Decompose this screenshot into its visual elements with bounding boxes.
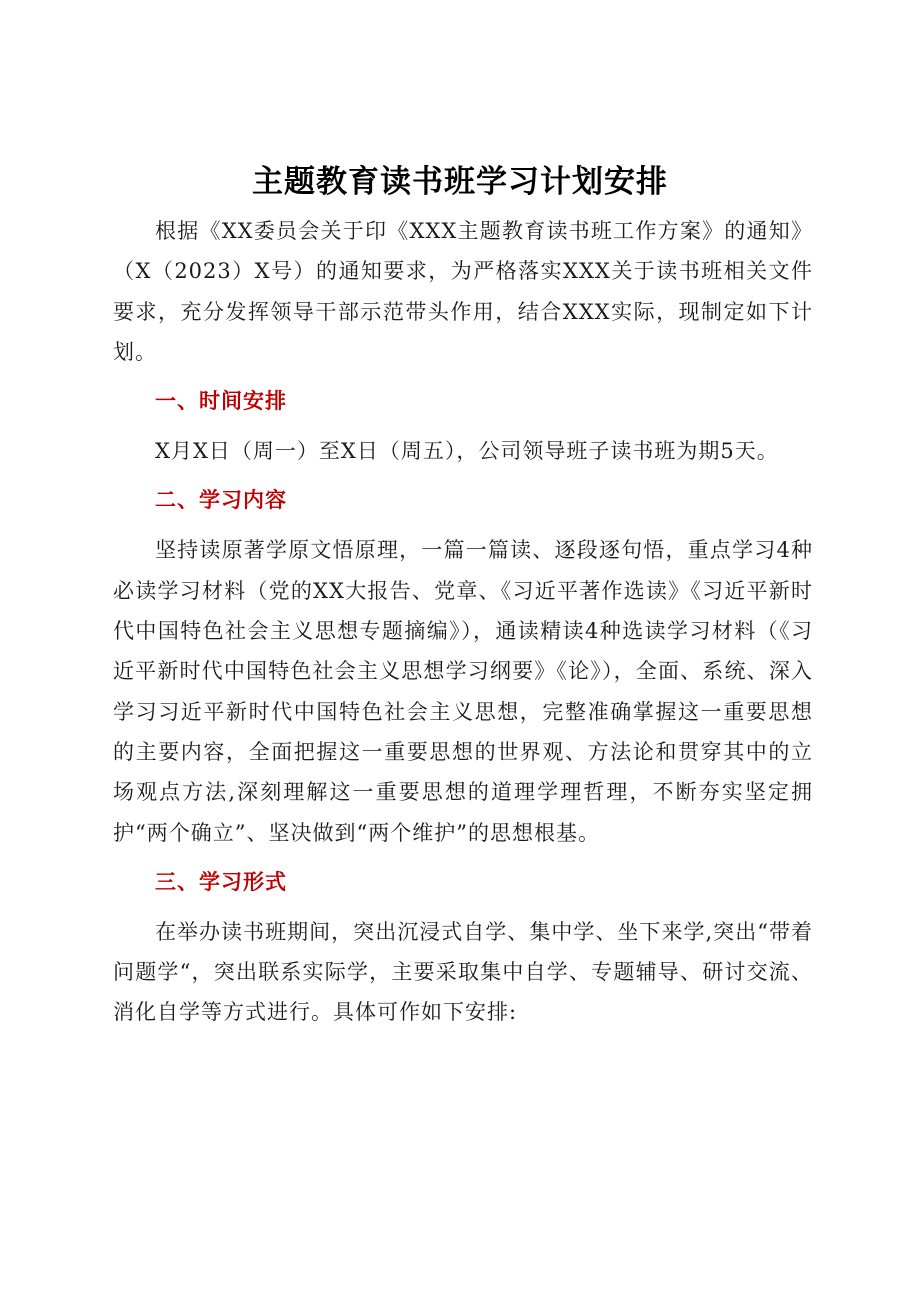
section-paragraph-schedule: X月X日（周一）至X日（周五），公司领导班子读书班为期5天。 (155, 439, 779, 464)
section-heading-format: 三、学习形式 (155, 869, 287, 894)
section-paragraph-format: 在举办读书班期间，突出沉浸式自学、集中学、坐下来学,突出“带着问题学“，突出联系实际学，主要采取集中自学、专题辅导、研讨交流、消化自学等方式进行。具体可作如下安排: (113, 919, 813, 1025)
document-body (113, 211, 813, 1033)
section-paragraph-content: 坚持读原著学原文悟原理，一篇一篇读、逐段逐句悟，重点学习4种必读学习材料（党的XX大报告、党章、《习近平著作选读》《习近平新时代中国特色社会主义思想专题摘编》），通读精读4种选读学习材料（《习近平新时代中国特色社会主义思想学习纲要》《论》），全面、系统、深入学习习近平新时代中国特色社会主义思想，完整准确掌握这一重要思想的主要内容，全面把握这一重要思想的世界观、方法论和贯穿其中的立场观点方法,深刻理解这一重要思想的道理学理哲理，不断夯实坚定拥护“两个确立”、坚决做到“两个维护”的思想根基。 (113, 538, 813, 845)
document-title: 主题教育读书班学习计划安排 (252, 164, 668, 200)
intro-paragraph: 根据《XX委员会关于印《XXX主题教育读书班工作方案》的通知》（X（2023）X号）的通知要求，为严格落实XXX关于读书班相关文件要求，充分发挥领导干部示范带头作用，结合XXX实际，现制定如下计划。 (113, 219, 813, 364)
section-heading-content: 二、学习内容 (155, 488, 287, 513)
section-heading-schedule: 一、时间安排 (155, 389, 287, 414)
